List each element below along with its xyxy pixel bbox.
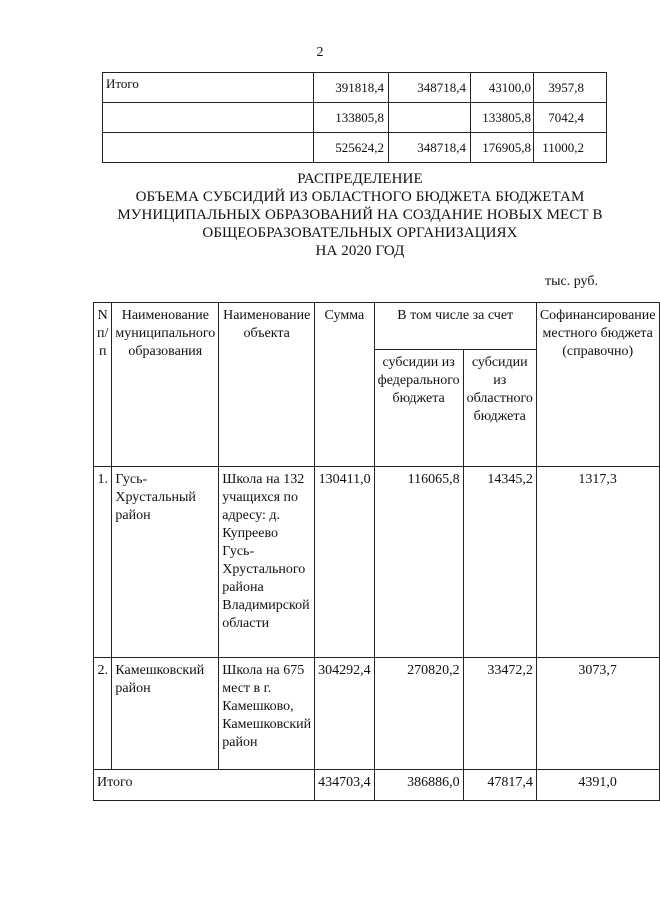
table-cell: 348718,4 — [389, 73, 471, 103]
table-cell: 176905,8 — [471, 133, 534, 163]
table-row — [103, 133, 607, 163]
total-cofinancing: 4391,0 — [536, 770, 659, 801]
table-cell: 133805,8 — [314, 103, 389, 133]
row-municipality: Камешковский район — [112, 658, 219, 770]
title-line: РАСПРЕДЕЛЕНИЕ — [297, 171, 423, 187]
table-cell: 7042,4 — [534, 103, 607, 133]
header-num: N п/п — [94, 303, 112, 467]
total-label: Итого — [94, 770, 315, 801]
total-sum: 434703,4 — [315, 770, 375, 801]
table-cell — [389, 103, 471, 133]
row-num: 1. — [94, 467, 112, 658]
unit-label: тыс. руб. — [545, 274, 598, 289]
total-row — [94, 770, 660, 801]
header-regional: субсидии из областного бюджета — [463, 350, 536, 467]
header-federal: субсидии из федерального бюджета — [374, 350, 463, 467]
table-cell: 391818,4 — [314, 73, 389, 103]
table-cell: 133805,8 — [471, 103, 534, 133]
total-federal: 386886,0 — [374, 770, 463, 801]
title-line: НА 2020 ГОД — [315, 243, 405, 259]
row-object: Школа на 675 мест в г. Камешково, Камешковский район — [219, 658, 315, 770]
row-regional: 14345,2 — [463, 467, 536, 658]
title-line: ОБЪЕМА СУБСИДИЙ ИЗ ОБЛАСТНОГО БЮДЖЕТА БЮДЖЕТАМ — [135, 189, 585, 205]
row-sum: 304292,4 — [315, 658, 375, 770]
header-row — [94, 303, 660, 350]
header-sum: Сумма — [315, 303, 375, 467]
page-number: 2 — [316, 45, 324, 60]
document-title — [60, 170, 660, 260]
subsidy-distribution-table — [93, 302, 660, 801]
table-cell — [103, 133, 314, 163]
row-cofinancing: 3073,7 — [536, 658, 659, 770]
summary-totals-table — [102, 72, 607, 163]
header-municipality: Наименование муниципального образования — [112, 303, 219, 467]
table-cell: 43100,0 — [471, 73, 534, 103]
header-object: Наименование объекта — [219, 303, 315, 467]
title-line: МУНИЦИПАЛЬНЫХ ОБРАЗОВАНИЙ НА СОЗДАНИЕ НОВЫХ МЕСТ В — [117, 207, 603, 223]
row-federal: 270820,2 — [374, 658, 463, 770]
row-municipality: Гусь-Хрустальный район — [112, 467, 219, 658]
table-cell: 11000,2 — [534, 133, 607, 163]
row-num: 2. — [94, 658, 112, 770]
total-regional: 47817,4 — [463, 770, 536, 801]
table-row — [103, 73, 607, 103]
header-cofinancing: Софинансирование местного бюджета (справочно) — [536, 303, 659, 467]
row-cofinancing: 1317,3 — [536, 467, 659, 658]
table-cell: 525624,2 — [314, 133, 389, 163]
table-row — [94, 467, 660, 658]
table-cell: 348718,4 — [389, 133, 471, 163]
row-object: Школа на 132 учащихся по адресу: д. Купреево Гусь-Хрустального района Владимирской области — [219, 467, 315, 658]
header-including: В том числе за счет — [374, 303, 536, 350]
row-regional: 33472,2 — [463, 658, 536, 770]
total-label: Итого — [103, 73, 314, 103]
row-sum: 130411,0 — [315, 467, 375, 658]
table-cell: 3957,8 — [534, 73, 607, 103]
table-row — [103, 103, 607, 133]
table-row — [94, 658, 660, 770]
table-cell — [103, 103, 314, 133]
title-line: ОБЩЕОБРАЗОВАТЕЛЬНЫХ ОРГАНИЗАЦИЯХ — [202, 225, 518, 241]
row-federal: 116065,8 — [374, 467, 463, 658]
